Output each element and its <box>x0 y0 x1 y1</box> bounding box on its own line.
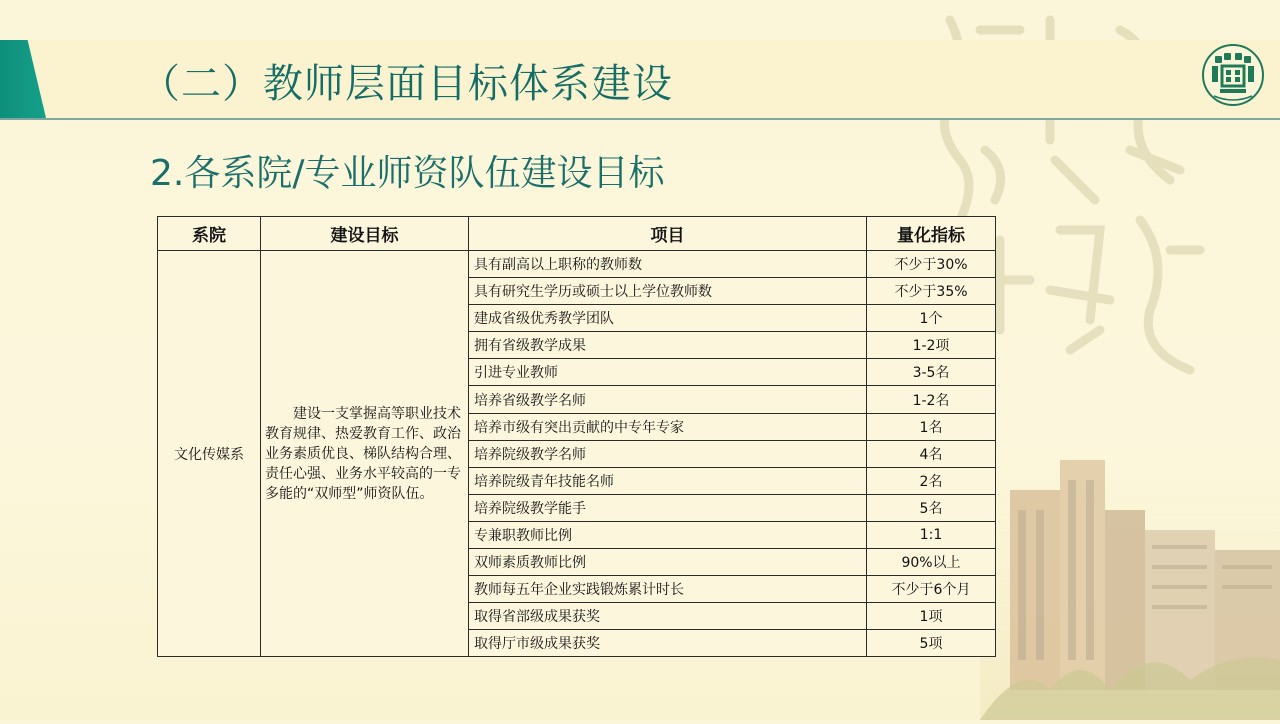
indicator-cell: 1:1 <box>867 521 996 548</box>
item-cell: 双师素质教师比例 <box>469 549 867 576</box>
item-cell: 引进专业教师 <box>469 359 867 386</box>
campus-buildings-image <box>980 420 1280 720</box>
item-cell: 培养院级教学名师 <box>469 440 867 467</box>
item-cell: 培养市级有突出贡献的中专年专家 <box>469 413 867 440</box>
indicator-cell: 1名 <box>867 413 996 440</box>
indicator-cell: 3-5名 <box>867 359 996 386</box>
page-title: （二）教师层面目标体系建设 <box>140 61 673 107</box>
indicator-cell: 5项 <box>867 630 996 657</box>
item-cell: 具有研究生学历或硕士以上学位教师数 <box>469 278 867 305</box>
item-cell: 培养院级教学能手 <box>469 494 867 521</box>
column-header-goal: 建设目标 <box>261 217 469 251</box>
column-header-department: 系院 <box>158 217 261 251</box>
indicator-cell: 4名 <box>867 440 996 467</box>
item-cell: 取得省部级成果获奖 <box>469 603 867 630</box>
indicator-cell: 90%以上 <box>867 549 996 576</box>
indicator-cell: 1-2名 <box>867 386 996 413</box>
column-header-indicator: 量化指标 <box>867 217 996 251</box>
item-cell: 培养院级青年技能名师 <box>469 467 867 494</box>
item-cell: 拥有省级教学成果 <box>469 332 867 359</box>
item-cell: 教师每五年企业实践锻炼累计时长 <box>469 576 867 603</box>
table-row <box>158 251 996 278</box>
item-cell: 取得厅市级成果获奖 <box>469 630 867 657</box>
table-header-row <box>158 217 996 251</box>
indicator-cell: 2名 <box>867 467 996 494</box>
item-cell: 专兼职教师比例 <box>469 521 867 548</box>
university-emblem-icon <box>1200 42 1266 108</box>
column-header-item: 项目 <box>469 217 867 251</box>
section-subtitle: 2.各系院/专业师资队伍建设目标 <box>150 153 665 194</box>
item-cell: 培养省级教学名师 <box>469 386 867 413</box>
indicator-cell: 不少于6个月 <box>867 576 996 603</box>
indicator-cell: 1-2项 <box>867 332 996 359</box>
indicator-cell: 1项 <box>867 603 996 630</box>
indicator-cell: 不少于35% <box>867 278 996 305</box>
indicator-cell: 不少于30% <box>867 251 996 278</box>
goal-cell: 建设一支掌握高等职业技术教育规律、热爱教育工作、政治业务素质优良、梯队结构合理、责任心强、业务水平较高的一专多能的“双师型”师资队伍。 <box>261 251 469 657</box>
indicator-cell: 1个 <box>867 305 996 332</box>
item-cell: 具有副高以上职称的教师数 <box>469 251 867 278</box>
item-cell: 建成省级优秀教学团队 <box>469 305 867 332</box>
faculty-goals-table <box>157 216 995 657</box>
indicator-cell: 5名 <box>867 494 996 521</box>
department-cell: 文化传媒系 <box>158 251 261 657</box>
